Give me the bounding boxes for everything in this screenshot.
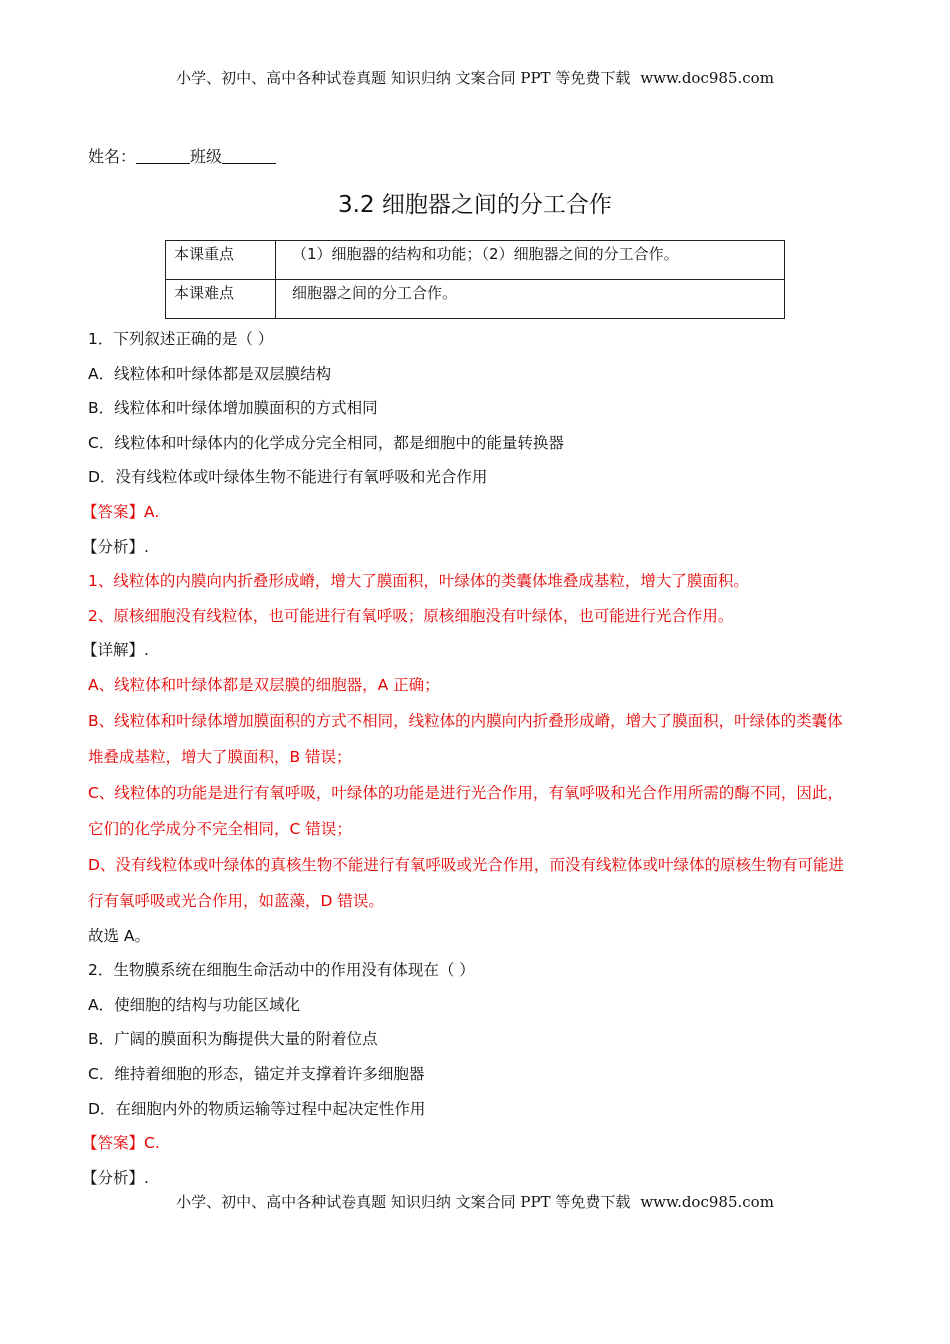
q1-detail-a: A、线粒体和叶绿体都是双层膜的细胞器，A 正确； [88,675,440,694]
q2-answer: 【答案】C. [82,1134,160,1153]
q1-option-d: D．没有线粒体或叶绿体生物不能进行有氧呼吸和光合作用 [88,468,488,487]
footer-text: 小学、初中、高中各种试卷真题 知识归纳 文案合同 PPT 等免费下载 [176,1193,631,1211]
name-label: 姓名： [88,147,137,166]
q2-option-c: C．维持着细胞的形态，锚定并支撑着许多细胞器 [88,1064,425,1083]
page-header [0,67,950,88]
page-title: 3.2 细胞器之间的分工合作 [338,192,612,218]
q2-option-d: D．在细胞内外的物质运输等过程中起决定性作用 [88,1099,426,1118]
document-body [82,322,858,1195]
table-row [166,241,785,280]
q1-analysis-2: 2、原核细胞没有线粒体，也可能进行有氧呼吸；原核细胞没有叶绿体，也可能进行光合作用。 [88,606,734,625]
key-points-table [165,240,785,319]
q2-option-a: A．使细胞的结构与功能区域化 [88,995,301,1014]
q2-option-b: B．广阔的膜面积为酶提供大量的附着位点 [88,1030,378,1049]
q1-option-c: C．线粒体和叶绿体内的化学成分完全相同，都是细胞中的能量转换器 [88,433,564,452]
q2-stem: 2．生物膜系统在细胞生命活动中的作用没有体现在（ ） [88,961,475,980]
q1-option-b: B．线粒体和叶绿体增加膜面积的方式相同 [88,399,378,418]
q1-analysis-1: 1、线粒体的内膜向内折叠形成嵴，增大了膜面积，叶绿体的类囊体堆叠成基粒，增大了膜面积。 [88,572,749,591]
header-site: www.doc985.com [640,69,774,87]
q1-detail-b: B、线粒体和叶绿体增加膜面积的方式不相同，线粒体的内膜向内折叠形成嵴，增大了膜面积，叶绿体的类囊体堆叠成基粒，增大了膜面积，B 错误； [88,711,843,766]
header-text: 小学、初中、高中各种试卷真题 知识归纳 文案合同 PPT 等免费下载 [176,69,631,87]
footer-site: www.doc985.com [640,1193,774,1211]
q1-stem: 1．下列叙述正确的是（ ） [88,330,274,348]
table-value: （1）细胞器的结构和功能；（2）细胞器之间的分工合作。 [276,241,785,280]
q1-conclusion: 故选 A。 [88,926,151,945]
q1-option-a: A．线粒体和叶绿体都是双层膜结构 [88,364,332,383]
q2-analysis-label: 【分析】. [82,1168,149,1187]
q1-detail-label: 【详解】. [82,641,149,660]
class-blank[interactable] [222,147,276,164]
table-key: 本课难点 [166,280,276,319]
table-row [166,280,785,319]
name-blank[interactable] [136,147,190,164]
table-key: 本课重点 [166,241,276,280]
page-footer [0,1191,950,1212]
q1-detail-d: D、没有线粒体或叶绿体的真核生物不能进行有氧呼吸或光合作用，而没有线粒体或叶绿体的原核生物有可能进行有氧呼吸或光合作用，如蓝藻，D 错误。 [88,855,844,910]
q1-detail-c: C、线粒体的功能是进行有氧呼吸，叶绿体的功能是进行光合作用，有氧呼吸和光合作用所需的酶不同，因此，它们的化学成分不完全相同，C 错误； [88,783,843,838]
class-label: 班级 [190,147,223,166]
name-class-line [88,144,276,167]
q1-answer: 【答案】A. [82,502,160,521]
q1-analysis-label: 【分析】. [82,537,149,556]
table-value: 细胞器之间的分工合作。 [276,280,785,319]
